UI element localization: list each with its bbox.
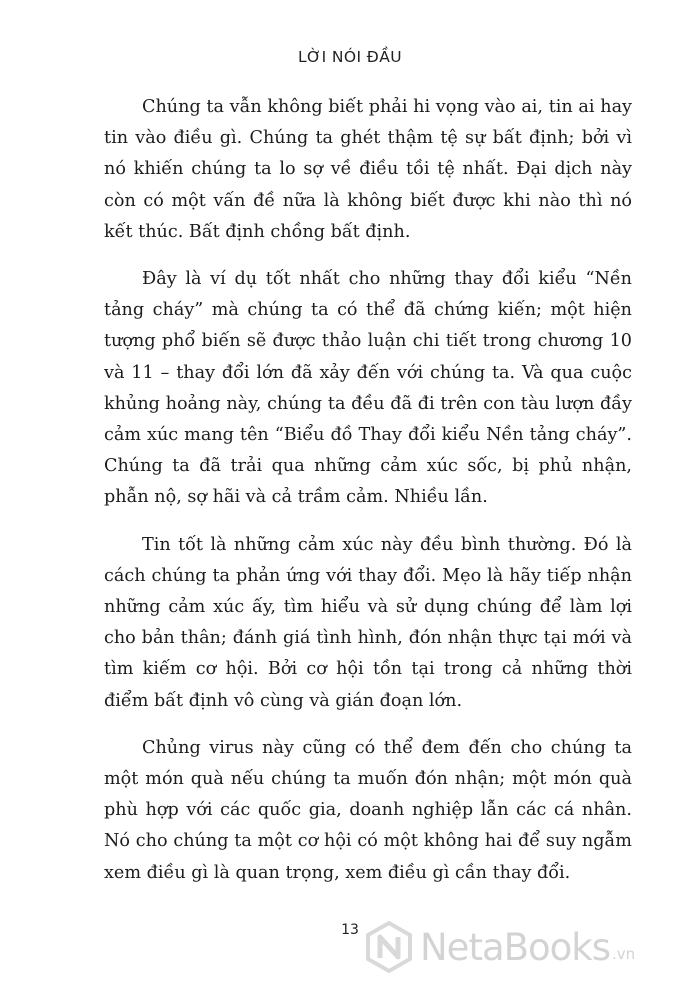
watermark-brand: NetaBooks — [420, 925, 610, 969]
netabooks-watermark — [362, 918, 698, 976]
watermark-suffix: .vn — [611, 945, 636, 963]
paragraph-1: Chúng ta vẫn không biết phải hi vọng vào ai, tin ai hay tin vào điều gì. Chúng ta ghét thậm tệ sự bất định; bởi vì nó khiến chúng ta lo sợ về điều tồi tệ nhất. Đại dịch này còn có một vấn đề nữa là không biết được khi nào thì nó kết thúc. Bất định chồng bất định. — [104, 97, 632, 242]
chapter-title: LỜI NÓI ĐẦU — [298, 48, 402, 66]
netabooks-logo-icon — [362, 920, 416, 974]
paragraph-2: Đây là ví dụ tốt nhất cho những thay đổi kiểu “Nền tảng cháy” mà chúng ta có thể đã chứng kiến; một hiện tượng phổ biến sẽ được thảo luận chi tiết trong chương 10 và 11 – thay đổi lớn đã xảy đến với chúng ta. Và qua cuộc khủng hoảng này, chúng ta đều đã đi trên con tàu lượn đầy cảm xúc mang tên “Biểu đồ Thay đổi kiểu Nền tảng cháy”. Chúng ta đã trải qua những cảm xúc sốc, bị phủ nhận, phẫn nộ, sợ hãi và cả trầm cảm. Nhiều lần. — [104, 269, 632, 508]
paragraph-3: Tin tốt là những cảm xúc này đều bình thường. Đó là cách chúng ta phản ứng với thay đổi. Mẹo là hãy tiếp nhận những cảm xúc ấy, tìm hiểu và sử dụng chúng để làm lợi cho bản thân; đánh giá tình hình, đón nhận thực tại mới và tìm kiếm cơ hội. Bởi cơ hội tồn tại trong cả những thời điểm bất định vô cùng và gián đoạn lớn. — [104, 534, 632, 711]
page-number: 13 — [341, 922, 359, 938]
body-text — [104, 92, 632, 905]
paragraph-4: Chủng virus này cũng có thể đem đến cho chúng ta một món quà nếu chúng ta muốn đón nhận; một món quà phù hợp với các quốc gia, doanh nghiệp lẫn các cá nhân. Nó cho chúng ta một cơ hội có một không hai để suy ngẫm xem điều gì là quan trọng, xem điều gì cần thay đổi. — [104, 737, 632, 883]
